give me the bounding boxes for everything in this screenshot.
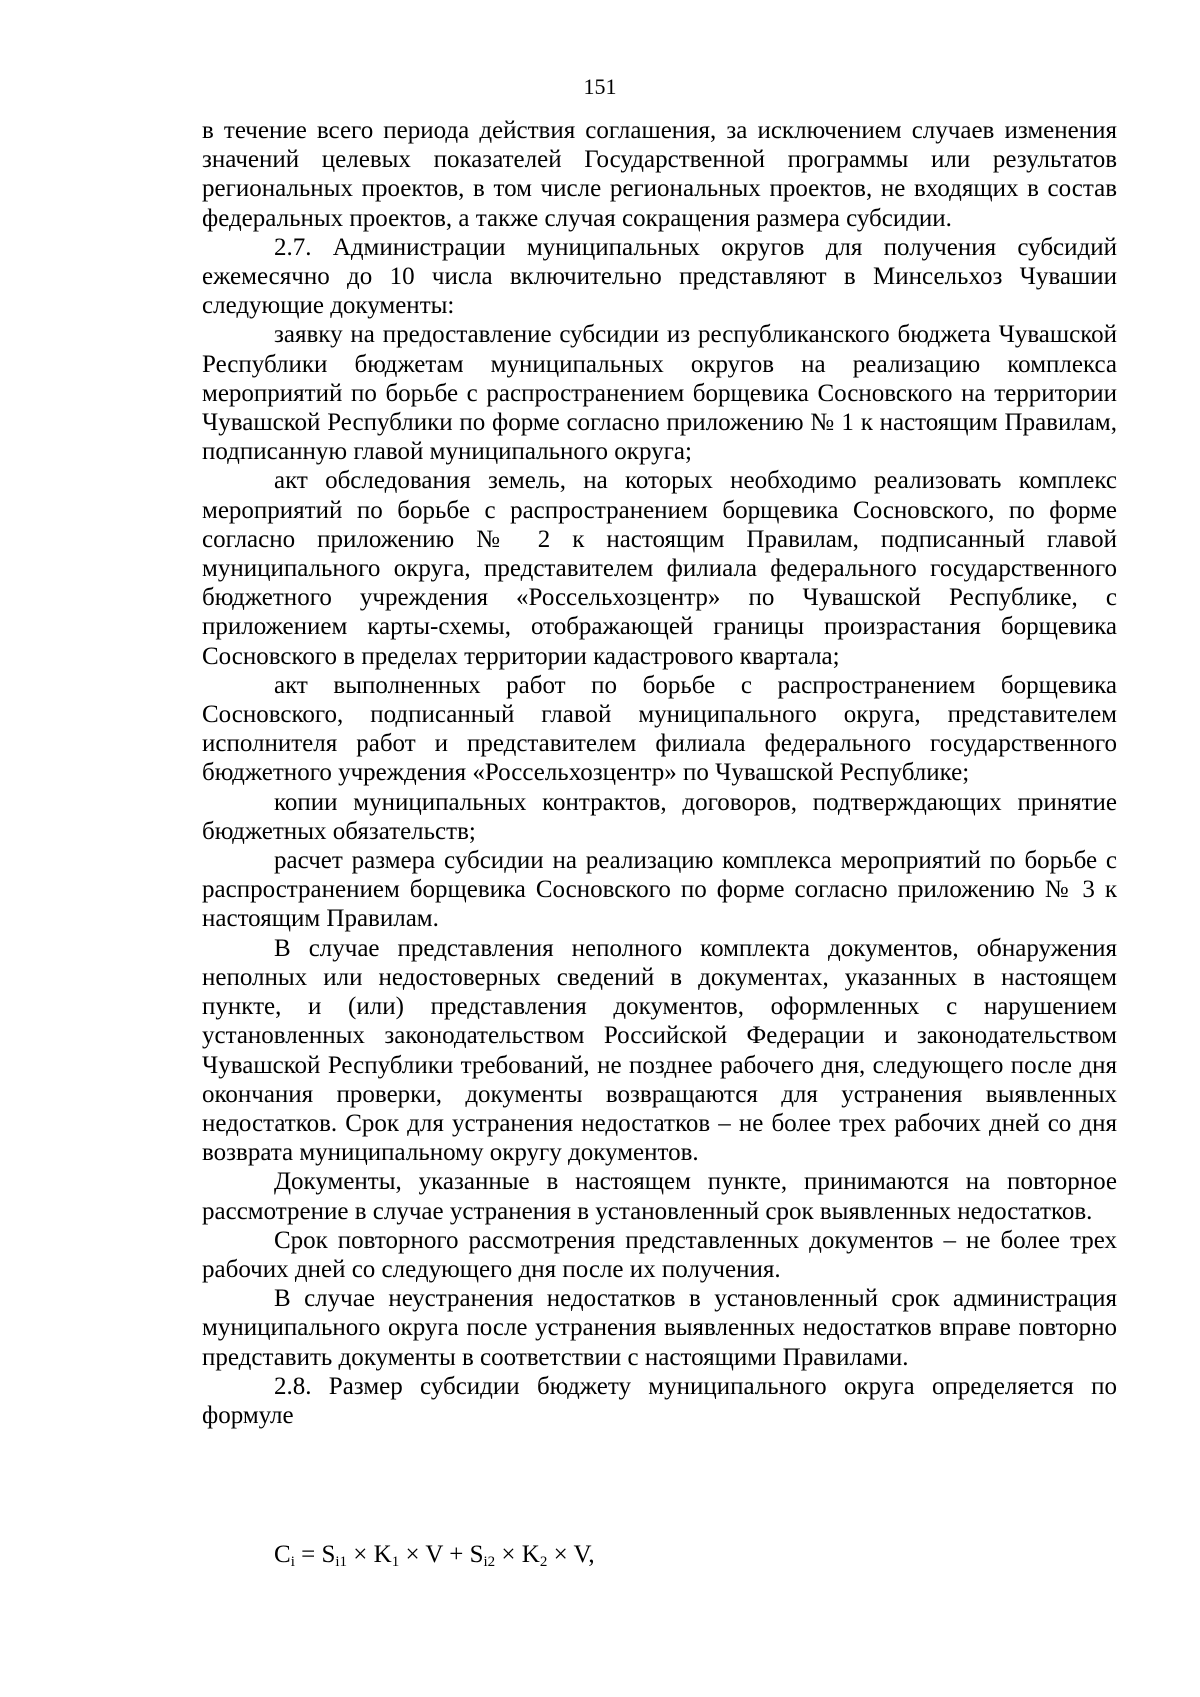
formula-term: S [469,1541,484,1568]
formula-tail: , [588,1541,595,1568]
formula-sub: i1 [335,1554,348,1570]
formula-term: V [425,1541,443,1568]
formula-lhs: C [274,1541,291,1568]
paragraph: 2.8. Размер субсидии бюджету муниципального округа определяется по формуле [202,1372,1117,1429]
paragraph: заявку на предоставление субсидии из республиканского бюджета Чувашской Республики бюджетам муниципальных округов на реализацию комплекса мероприятий по борьбе с распространением борщевика Сосновского на территории Чувашской Республики по форме согласно приложению № 1 к настоящим Правилам, подписанную главой муниципального округа; [202,321,1117,466]
formula-term: K [521,1541,540,1568]
formula-lhs-sub: i [290,1554,295,1570]
paragraph: В случае представления неполного комплекта документов, обнаружения неполных или недостоверных сведений в документах, указанных в настоящем пункте, и (или) представления документов, оформленных с нарушением установленных законодательством Российской Федерации и законодательством Чувашской Республики требований, не позднее рабочего дня, следующего после дня окончания проверки, документы возвращаются для устранения выявленных недостатков. Срок для устранения недостатков – не более трех рабочих дней со дня возврата муниципальному округу документов. [202,934,1117,1167]
paragraph: Документы, указанные в настоящем пункте, принимаются на повторное рассмотрение в случае устранения в установленный срок выявленных недостатков. [202,1168,1117,1225]
subsidy-formula [274,1540,595,1570]
paragraph: копии муниципальных контрактов, договоров, подтверждающих принятие бюджетных обязательств; [202,788,1117,845]
paragraph: расчет размера субсидии на реализацию комплекса мероприятий по борьбе с распространением борщевика Сосновского по форме согласно приложению № 3 к настоящим Правилам. [202,847,1117,933]
body-text [202,116,1117,1430]
formula-op: + [442,1541,470,1568]
formula-eq: = [294,1541,322,1568]
paragraph: В случае неустранения недостатков в установленный срок администрация муниципального округа после устранения выявленных недостатков вправе повторно представить документы в соответствии с настоящими Правилами. [202,1285,1117,1371]
paragraph: 2.7. Администрации муниципальных округов для получения субсидий ежемесячно до 10 числа включительно представляют в Минсельхоз Чувашии следующие документы: [202,233,1117,320]
formula-op: × [399,1541,426,1568]
paragraph: Срок повторного рассмотрения представленных документов – не более трех рабочих дней со следующего дня после их получения. [202,1226,1117,1283]
formula-sub: 2 [539,1554,548,1570]
paragraph: акт выполненных работ по борьбе с распространением борщевика Сосновского, подписанный главой муниципального округа, представителем исполнителя работ и представителем филиала федерального государственного бюджетного учреждения «Россельхозцентр» по Чувашской Республике; [202,671,1117,787]
formula-term: K [373,1541,392,1568]
formula-term: S [321,1541,336,1568]
page-number: 151 [583,74,617,99]
formula-op: × [547,1541,574,1568]
formula-op: × [495,1541,522,1568]
formula-sub: 1 [391,1554,400,1570]
formula-term: V [573,1541,589,1568]
paragraph: акт обследования земель, на которых необходимо реализовать комплекс мероприятий по борьбе с распространением борщевика Сосновского, по форме согласно приложению № 2 к настоящим Правилам, подписанный главой муниципального округа, представителем филиала федерального государственного бюджетного учреждения «Россельхозцентр» по Чувашской Республике, с приложением карты-схемы, отображающей границы произрастания борщевика Сосновского в пределах территории кадастрового квартала; [202,467,1117,670]
paragraph: в течение всего периода действия соглашения, за исключением случаев изменения значений целевых показателей Государственной программы или результатов региональных проектов, в том числе региональных проектов, не входящих в состав федеральных проектов, а также случая сокращения размера субсидии. [202,117,1117,232]
formula-op: × [347,1541,374,1568]
formula-sub: i2 [483,1554,496,1570]
